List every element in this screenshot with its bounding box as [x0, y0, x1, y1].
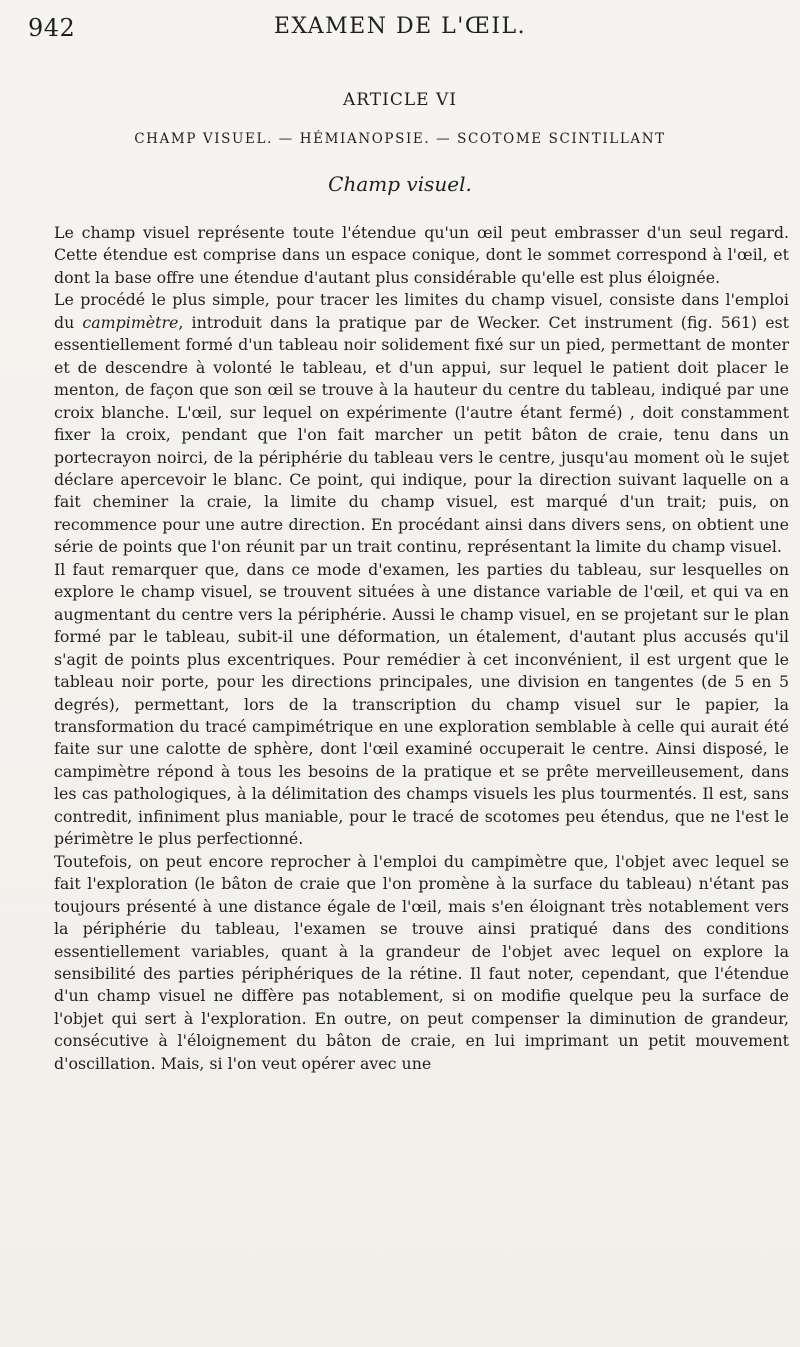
- running-title: EXAMEN DE L'ŒIL.: [273, 14, 527, 39]
- body-text: [54, 222, 789, 1075]
- paragraph: [54, 289, 789, 558]
- page-number: 942: [28, 14, 76, 42]
- paragraph-text: , introduit dans la pratique par de Wecker. Cet instrument (fig. 561) est essentiellement formé d'un tableau noir solidement fixé sur un pied, permettant de monter et de descendre à volonté le tableau, et d'un appui, sur lequel le patient doit placer le menton, de façon que son œil se trouve à la hauteur du centre du tableau, indiqué par une croix blanche. L'œil, sur lequel on expérimente (l'autre étant fermé) , doit constamment fixer la croix, pendant que l'on fait marcher un petit bâton de craie, tenu dans un portecrayon noirci, de la périphérie du tableau vers le centre, jusqu'au moment où le sujet déclare apercevoir le blanc. Ce point, qui indique, pour la direction suivant laquelle on a fait cheminer la craie, la limite du champ visuel, est marqué d'un trait; puis, on recommence pour une autre direction. En procédant ainsi dans divers sens, on obtient une série de points que l'on réunit par un trait continu, représentant la limite du champ visuel.: [54, 312, 789, 557]
- paragraph: [54, 222, 789, 289]
- page-header: [0, 0, 800, 60]
- paragraph-text: Il faut remarquer que, dans ce mode d'examen, les parties du tableau, sur lesquelles on explore le champ visuel, se trouvent situées à une distance variable de l'œil, et qui va en augmentant du centre vers la périphérie. Aussi le champ visuel, en se projetant sur le plan formé par le tableau, subit-il une déformation, un étalement, d'autant plus accusés qu'il s'agit de points plus excentriques. Pour remédier à cet inconvénient, il est urgent que le tableau noir porte, pour les directions principales, une division en tangentes (de 5 en 5 degrés), permettant, lors de la transcription du champ visuel sur le papier, la transformation du tracé campimétrique en une exploration semblable à celle qui aurait été faite sur une calotte de sphère, dont l'œil examiné occuperait le centre. Ainsi disposé, le campimètre répond à tous les besoins de la pratique et se prête merveilleusement, dans les cas pathologiques, à la délimitation des champs visuels les plus tourmentés. Il est, sans contredit, infiniment plus maniable, pour le tracé de scotomes peu étendus, que ne l'est le périmètre le plus perfectionné.: [54, 559, 789, 849]
- italic-term: campimètre: [82, 312, 179, 332]
- paragraph-text: Toutefois, on peut encore reprocher à l'emploi du campimètre que, l'objet avec lequel se fait l'exploration (le bâton de craie que l'on promène à la surface du tableau) n'étant pas toujours présenté à une distance égale de l'œil, mais s'en éloignant très notablement vers la périphérie du tableau, l'examen se trouve ainsi pratiqué dans des conditions essentiellement variables, quant à la grandeur de l'objet avec lequel on explore la sensibilité des parties périphériques de la rétine. Il faut noter, cependant, que l'étendue d'un champ visuel ne diffère pas notablement, si on modifie quelque peu la surface de l'objet qui sert à l'exploration. En outre, on peut compenser la diminution de grandeur, consécutive à l'éloignement du bâton de craie, en lui imprimant un petit mouvement d'oscillation. Mais, si l'on veut opérer avec une: [54, 851, 789, 1073]
- paragraph-text: Le champ visuel représente toute l'étendue qu'un œil peut embrasser d'un seul regard. Cette étendue est comprise dans un espace conique, dont le sommet correspond à l'œil, et dont la base offre une étendue d'autant plus considérable qu'elle est plus éloignée.: [54, 223, 789, 287]
- section-heading: Champ visuel.: [328, 172, 472, 196]
- paragraph: [54, 851, 789, 1076]
- paragraph: [54, 559, 789, 851]
- article-label: ARTICLE VI: [343, 90, 457, 110]
- article-subtitle: CHAMP VISUEL. — HÉMIANOPSIE. — SCOTOME SCINTILLANT: [134, 131, 666, 147]
- paragraph-text: Le procédé le plus simple, pour tracer les limites du champ visuel, consiste dans l'emploi du: [54, 290, 789, 332]
